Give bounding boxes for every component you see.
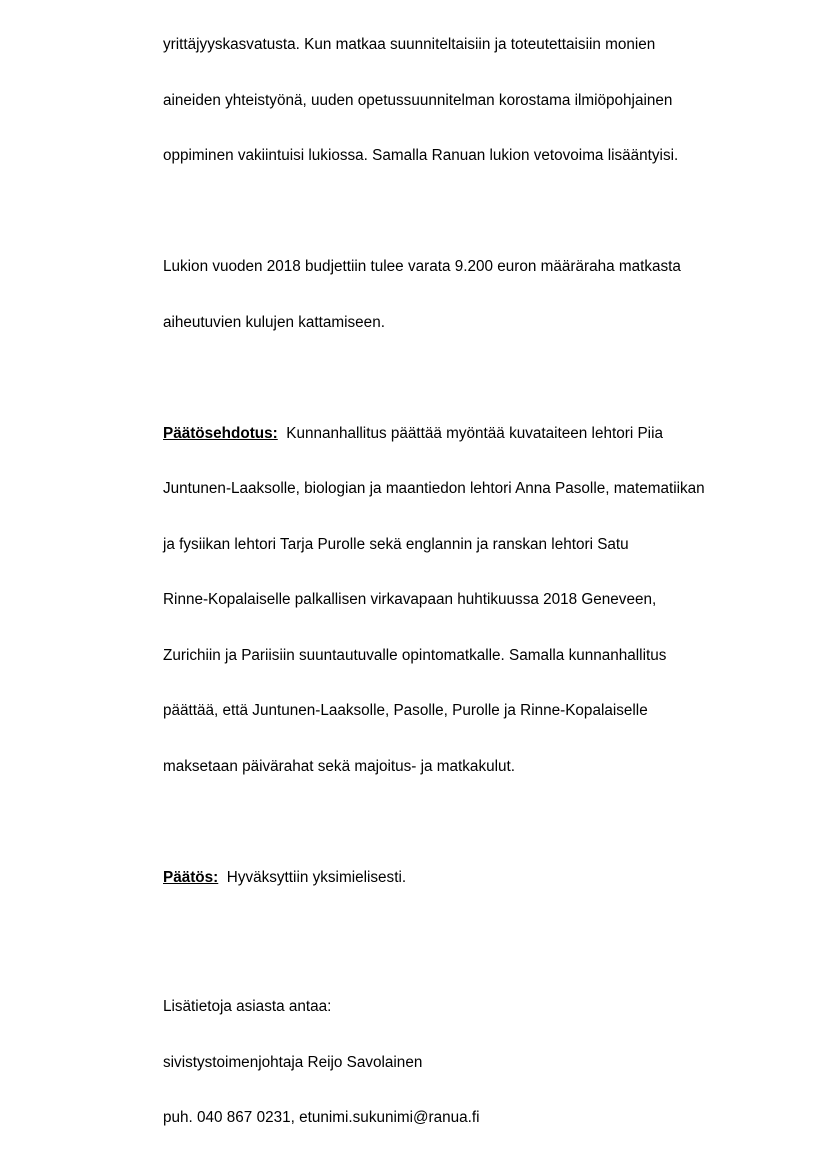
contact-phone-email: puh. 040 867 0231, etunimi.sukunimi@ranua.fi [163,1109,480,1126]
proposal-line: Juntunen-Laaksolle, biologian ja maantiedon lehtori Anna Pasolle, matematiikan [163,480,705,497]
budget-line: aiheutuvien kulujen kattamiseen. [163,313,385,331]
proposal-line: maksetaan päivärahat sekä majoitus- ja matkakulut. [163,757,516,775]
proposal-line: Rinne-Kopalaiselle palkallisen virkavapaan huhtikuussa 2018 Geneveen, [163,591,657,608]
document-body [163,0,763,1165]
intro-line: aineiden yhteistyönä, uuden opetussuunnitelman korostama ilmiöpohjainen [163,91,673,109]
intro-line: yrittäjyyskasvatusta. Kun matkaa suunniteltaisiin ja toteutettaisiin monien [163,36,656,53]
intro-paragraph [163,0,763,203]
decision-label: Päätös: [163,868,219,886]
proposal-label: Päätösehdotus: [163,424,278,442]
proposal-line: ja fysiikan lehtori Tarja Purolle sekä englannin ja ranskan lehtori Satu [163,535,629,553]
proposal-lead-text: Kunnanhallitus päättää myöntää kuvataiteen lehtori Piia [286,424,663,442]
decision-paragraph [163,832,763,925]
contact-person: sivistystoimenjohtaja Reijo Savolainen [163,1053,423,1071]
decision-text: Hyväksyttiin yksimielisesti. [226,868,407,886]
proposal-line: Zurichiin ja Pariisiin suuntautuvalle opintomatkalle. Samalla kunnanhallitus [163,646,667,664]
budget-line: Lukion vuoden 2018 budjettiin tulee varata 9.200 euron määräraha matkasta [163,258,681,275]
proposal-first-line [163,425,763,444]
proposal-paragraph [163,388,763,814]
proposal-line: päättää, että Juntunen-Laaksolle, Pasolle, Purolle ja Rinne-Kopalaiselle [163,702,648,719]
budget-paragraph [163,221,763,369]
contact-heading: Lisätietoja asiasta antaa: [163,998,332,1015]
decision-line [163,869,763,888]
intro-line: oppiminen vakiintuisi lukiossa. Samalla Ranuan lukion vetovoima lisääntyisi. [163,147,679,164]
contact-block [163,961,763,1165]
